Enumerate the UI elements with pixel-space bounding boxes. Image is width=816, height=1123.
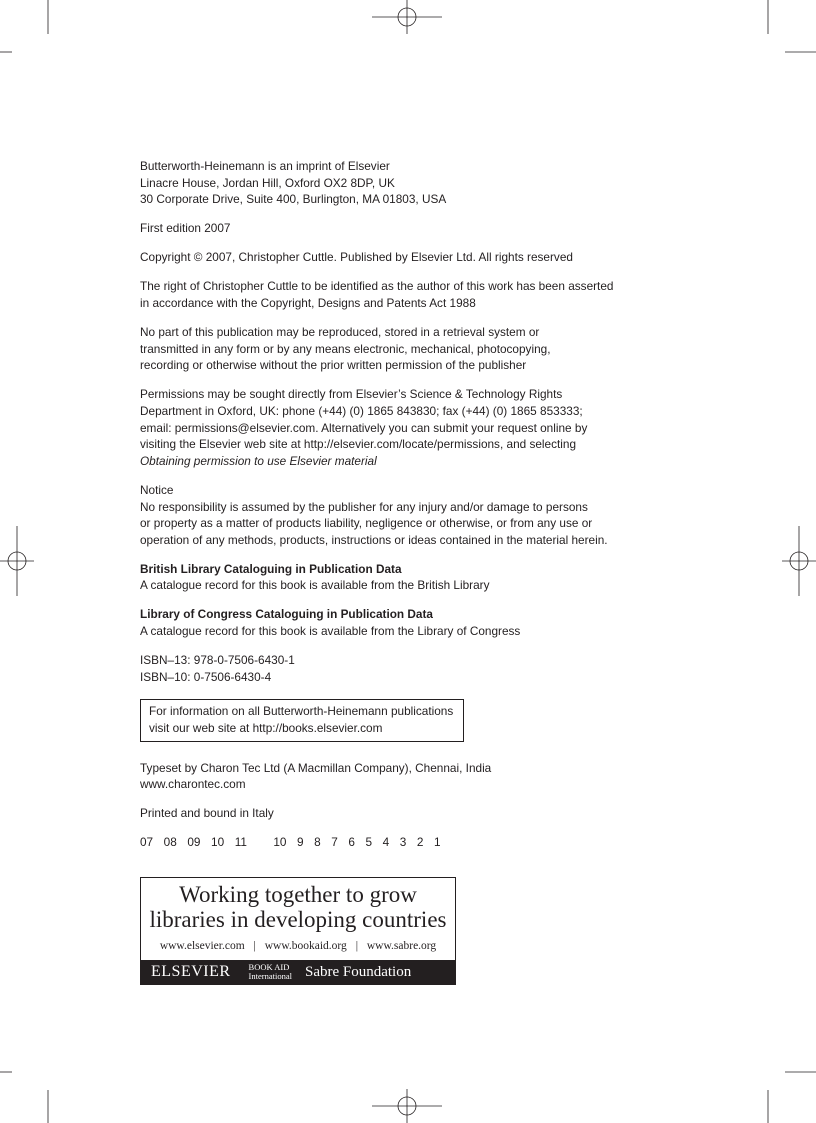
- banner-logo-bar: [141, 960, 455, 984]
- printed-line: Printed and bound in Italy: [140, 806, 274, 821]
- elsevier-logo: ELSEVIER: [151, 963, 231, 980]
- sabre-logo: Sabre Foundation: [304, 963, 412, 980]
- address-usa: 30 Corporate Drive, Suite 400, Burlington, MA 01803, USA: [140, 192, 447, 207]
- banner-headline: [141, 882, 455, 932]
- permissions-block: [140, 386, 640, 469]
- bookaid-logo: [249, 963, 292, 981]
- reproduction-block: [140, 324, 640, 374]
- registration-mark-right: [782, 526, 816, 596]
- edition-line: First edition 2007: [140, 221, 231, 236]
- british-library-heading: British Library Cataloguing in Publication Data: [140, 561, 402, 576]
- typeset-block: [140, 760, 640, 793]
- info-box: [140, 699, 464, 741]
- banner-headline-line1: Working together to grow: [179, 882, 417, 907]
- british-library-text: A catalogue record for this book is available from the British Library: [140, 578, 490, 593]
- typeset-line: Typeset by Charon Tec Ltd (A Macmillan Company), Chennai, India: [140, 760, 492, 775]
- british-library-block: [140, 561, 640, 594]
- bookaid-logo-line2: International: [248, 971, 292, 981]
- info-box-link[interactable]: visit our web site at http://books.elsevier.com: [149, 720, 383, 735]
- print-number-line: 07 08 09 10 11 10 9 8 7 6 5 4 3 2 1: [140, 835, 441, 850]
- book-aid-banner: [140, 877, 456, 985]
- banner-headline-line2: libraries in developing countries: [149, 907, 447, 932]
- elsevier-link[interactable]: www.elsevier.com: [159, 940, 245, 952]
- permissions-line: Department in Oxford, UK: phone (+44) (0) 1865 843830; fax (+44) (0) 1865 853333;: [140, 404, 583, 419]
- notice-line: operation of any methods, products, instructions or ideas contained in the material herein.: [140, 532, 608, 547]
- moral-rights-line: in accordance with the Copyright, Designs and Patents Act 1988: [140, 296, 476, 311]
- bookaid-link[interactable]: www.bookaid.org: [264, 940, 347, 952]
- banner-links: [141, 940, 455, 952]
- registration-mark-bottom: [372, 1089, 442, 1123]
- notice-block: [140, 482, 640, 548]
- link-separator: |: [253, 940, 256, 952]
- moral-rights-block: [140, 278, 640, 311]
- reproduction-line: recording or otherwise without the prior written permission of the publisher: [140, 358, 527, 373]
- isbn-block: [140, 652, 640, 685]
- imprint-block: [140, 158, 640, 208]
- isbn-13: ISBN–13: 978-0-7506-6430-1: [140, 653, 295, 668]
- registration-mark-top: [372, 0, 442, 34]
- copyright-page-body: [140, 158, 640, 863]
- permissions-line: visiting the Elsevier web site at http://elsevier.com/locate/permissions, and selecting: [140, 437, 577, 452]
- library-of-congress-heading: Library of Congress Cataloguing in Publication Data: [140, 607, 433, 622]
- address-uk: Linacre House, Jordan Hill, Oxford OX2 8DP, UK: [140, 175, 395, 190]
- permissions-line: Permissions may be sought directly from Elsevier’s Science & Technology Rights: [140, 387, 563, 402]
- library-of-congress-block: [140, 606, 640, 639]
- link-separator: |: [355, 940, 358, 952]
- registration-mark-left: [0, 526, 34, 596]
- reproduction-line: No part of this publication may be reproduced, stored in a retrieval system or: [140, 325, 540, 340]
- permissions-italic-line: Obtaining permission to use Elsevier material: [140, 453, 377, 468]
- notice-heading: Notice: [140, 482, 174, 497]
- copyright-line: Copyright © 2007, Christopher Cuttle. Published by Elsevier Ltd. All rights reserved: [140, 250, 573, 265]
- info-box-line: For information on all Butterworth-Heinemann publications: [149, 704, 454, 719]
- reproduction-line: transmitted in any form or by any means electronic, mechanical, photocopying,: [140, 341, 551, 356]
- typeset-link[interactable]: www.charontec.com: [140, 777, 246, 792]
- sabre-link[interactable]: www.sabre.org: [366, 940, 437, 952]
- library-of-congress-text: A catalogue record for this book is available from the Library of Congress: [140, 624, 521, 639]
- bookaid-logo-line1: BOOK AID: [248, 962, 290, 972]
- imprint-line: Butterworth-Heinemann is an imprint of Elsevier: [140, 159, 390, 173]
- moral-rights-line: The right of Christopher Cuttle to be identified as the author of this work has been asserted: [140, 279, 614, 294]
- notice-line: or property as a matter of products liability, negligence or otherwise, or from any use or: [140, 516, 593, 531]
- notice-line: No responsibility is assumed by the publisher for any injury and/or damage to persons: [140, 499, 588, 514]
- isbn-10: ISBN–10: 0-7506-6430-4: [140, 669, 272, 684]
- permissions-line: email: permissions@elsevier.com. Alternatively you can submit your request online by: [140, 420, 588, 435]
